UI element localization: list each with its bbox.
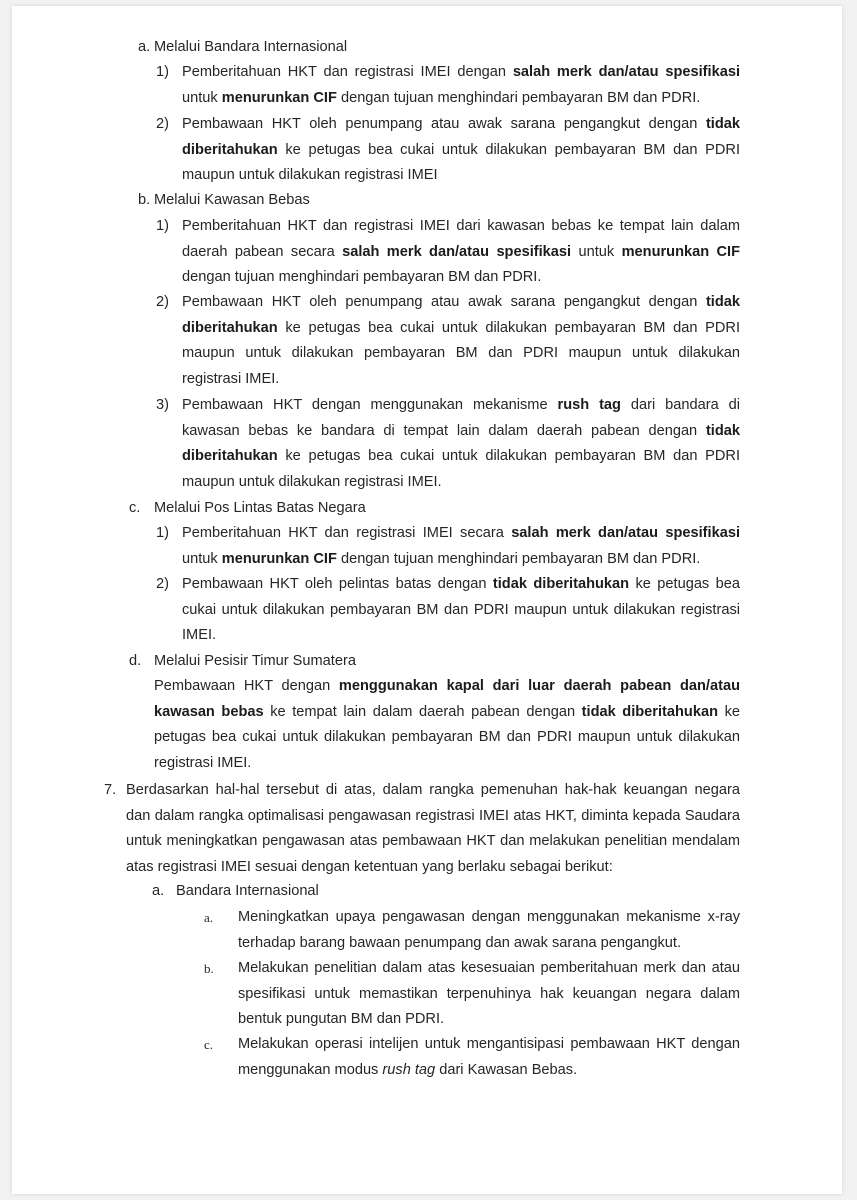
text-run: Berdasarkan hal-hal tersebut di atas, dalam rangka pemenuhan hak-hak keuangan negara dan dalam rangka optimalisasi pengawasan registrasi IMEI atas HKT, diminta kepada Saudara untuk meningkatkan pengawasan atas pembawaan HKT dan melakukan penelitian mendalam atas registrasi IMEI sesuai dengan ketentuan yang berlaku sebagai berikut: [126, 782, 740, 875]
emphasis-bold: salah merk dan/atau spesifikasi [342, 243, 572, 260]
section-a-item-2-text [182, 112, 740, 189]
text-run: dari bandara di kawasan bebas ke bandara di tempat lain dalam daerah pabean dengan [182, 397, 741, 439]
emphasis-bold: menggunakan kapal dari luar daerah pabean dan/atau kawasan bebas [154, 678, 740, 720]
emphasis-bold: tidak diberitahukan [182, 294, 740, 336]
section-a-marker: a. [138, 39, 151, 55]
emphasis-bold: tidak diberitahukan [182, 116, 740, 158]
text-run: Pemberitahuan HKT dan registrasi IMEI dengan [182, 64, 513, 80]
emphasis-bold: salah merk dan/atau spesifikasi [511, 525, 740, 541]
document-page [12, 6, 842, 1194]
emphasis-bold: menurunkan CIF [221, 89, 337, 106]
text-run: dengan tujuan menghindari pembayaran BM dan PDRI. [336, 550, 701, 567]
text-run: ke petugas bea cukai untuk dilakukan pembayaran BM dan PDRI maupun untuk dilakukan registrasi IMEI. [182, 448, 740, 490]
point-7-item-c-text [238, 1032, 740, 1083]
text-run: Pembawaan HKT dengan menggunakan mekanisme [182, 397, 558, 413]
section-a-item-1-number: 1) [156, 64, 169, 80]
section-d-heading: Melalui Pesisir Timur Sumatera [154, 653, 356, 669]
text-run: Pemberitahuan HKT dan registrasi IMEI dari kawasan bebas ke tempat lain dalam daerah pabean secara [182, 218, 740, 260]
text-run: ke petugas bea cukai untuk dilakukan pembayaran BM dan PDRI maupun untuk dilakukan pembayaran BM dan PDRI maupun untuk dilakukan registrasi IMEI. [182, 319, 740, 387]
text-run: untuk [182, 89, 222, 106]
section-b-item-3-number: 3) [156, 397, 169, 413]
section-c-heading: Melalui Pos Lintas Batas Negara [154, 500, 366, 516]
point-7-number: 7. [104, 782, 117, 798]
section-b-item-1-number: 1) [156, 218, 169, 234]
section-c-item-2-number: 2) [156, 576, 169, 592]
text-run: ke petugas bea cukai untuk dilakukan pembayaran BM dan PDRI maupun untuk dilakukan registrasi IMEI [182, 141, 740, 184]
text-run: ke tempat lain dalam daerah pabean dengan [263, 703, 582, 720]
point-7-item-c-marker: c. [204, 1037, 214, 1052]
text-run: Pembawaan HKT oleh penumpang atau awak sarana pengangkut dengan [182, 294, 706, 310]
text-run: untuk [571, 243, 622, 260]
point-7-item-a-text [238, 905, 740, 956]
section-c-item-2-text [182, 572, 740, 649]
text-run: dengan tujuan menghindari pembayaran BM dan PDRI. [182, 269, 542, 286]
point-7-item-a-marker: a. [204, 910, 214, 925]
section-c-item-1-number: 1) [156, 525, 169, 541]
text-run: untuk [182, 550, 222, 567]
emphasis-bold: tidak diberitahukan [182, 422, 740, 465]
emphasis-italic: rush tag [382, 1061, 436, 1078]
section-d-marker: d. [129, 653, 142, 669]
section-b-item-2-text [182, 290, 740, 392]
point-7-item-b-text [238, 956, 740, 1033]
text-run: ke petugas bea cukai untuk dilakukan pembayaran BM dan PDRI maupun untuk dilakukan registrasi IMEI. [182, 576, 741, 644]
point-7-item-b-marker: b. [204, 961, 214, 976]
section-b-item-3-text [182, 393, 740, 495]
section-d-text [154, 674, 740, 776]
emphasis-bold: rush tag [557, 397, 621, 413]
emphasis-bold: menurunkan CIF [221, 550, 337, 567]
section-c-marker: c. [129, 500, 141, 516]
point-7-text [126, 778, 740, 880]
text-run: Melakukan operasi intelijen untuk mengantisipasi pembawaan HKT dengan menggunakan modus [238, 1036, 740, 1078]
section-b-heading: Melalui Kawasan Bebas [154, 192, 310, 208]
text-run: Pembawaan HKT oleh penumpang atau awak sarana pengangkut dengan [182, 116, 706, 132]
text-run: Pembawaan HKT dengan [154, 678, 339, 694]
section-a-heading: Melalui Bandara Internasional [154, 39, 348, 55]
point-7-sub-heading: Bandara Internasional [176, 883, 319, 899]
emphasis-bold: tidak diberitahukan [492, 576, 630, 592]
text-run: dengan tujuan menghindari pembayaran BM dan PDRI. [336, 89, 701, 106]
text-run: Pembawaan HKT oleh pelintas batas dengan [182, 576, 493, 592]
section-a-item-2-number: 2) [156, 116, 169, 132]
emphasis-bold: menurunkan CIF [621, 243, 741, 260]
text-run: dari Kawasan Bebas. [435, 1061, 578, 1078]
emphasis-bold: salah merk dan/atau spesifikasi [512, 64, 740, 80]
text-run: Meningkatkan upaya pengawasan dengan menggunakan mekanisme x-ray terhadap barang bawaan penumpang dan awak sarana pengangkut. [238, 909, 740, 951]
emphasis-bold: tidak diberitahukan [581, 703, 718, 720]
section-b-item-2-number: 2) [156, 294, 169, 310]
text-run: Pemberitahuan HKT dan registrasi IMEI secara [182, 525, 512, 541]
point-7-sub-marker: a. [152, 883, 165, 899]
section-a-item-1-text [182, 60, 740, 111]
section-b-marker: b. [138, 192, 151, 208]
section-b-item-1-text [182, 214, 740, 291]
text-run: Melakukan penelitian dalam atas kesesuaian pemberitahuan merk dan atau spesifikasi untuk memastikan terpenuhinya hak keuangan negara dalam bentuk pungutan BM dan PDRI. [238, 960, 740, 1028]
section-c-item-1-text [182, 521, 740, 572]
text-run: ke petugas bea cukai untuk dilakukan pembayaran BM dan PDRI maupun untuk dilakukan registrasi IMEI. [154, 703, 740, 771]
